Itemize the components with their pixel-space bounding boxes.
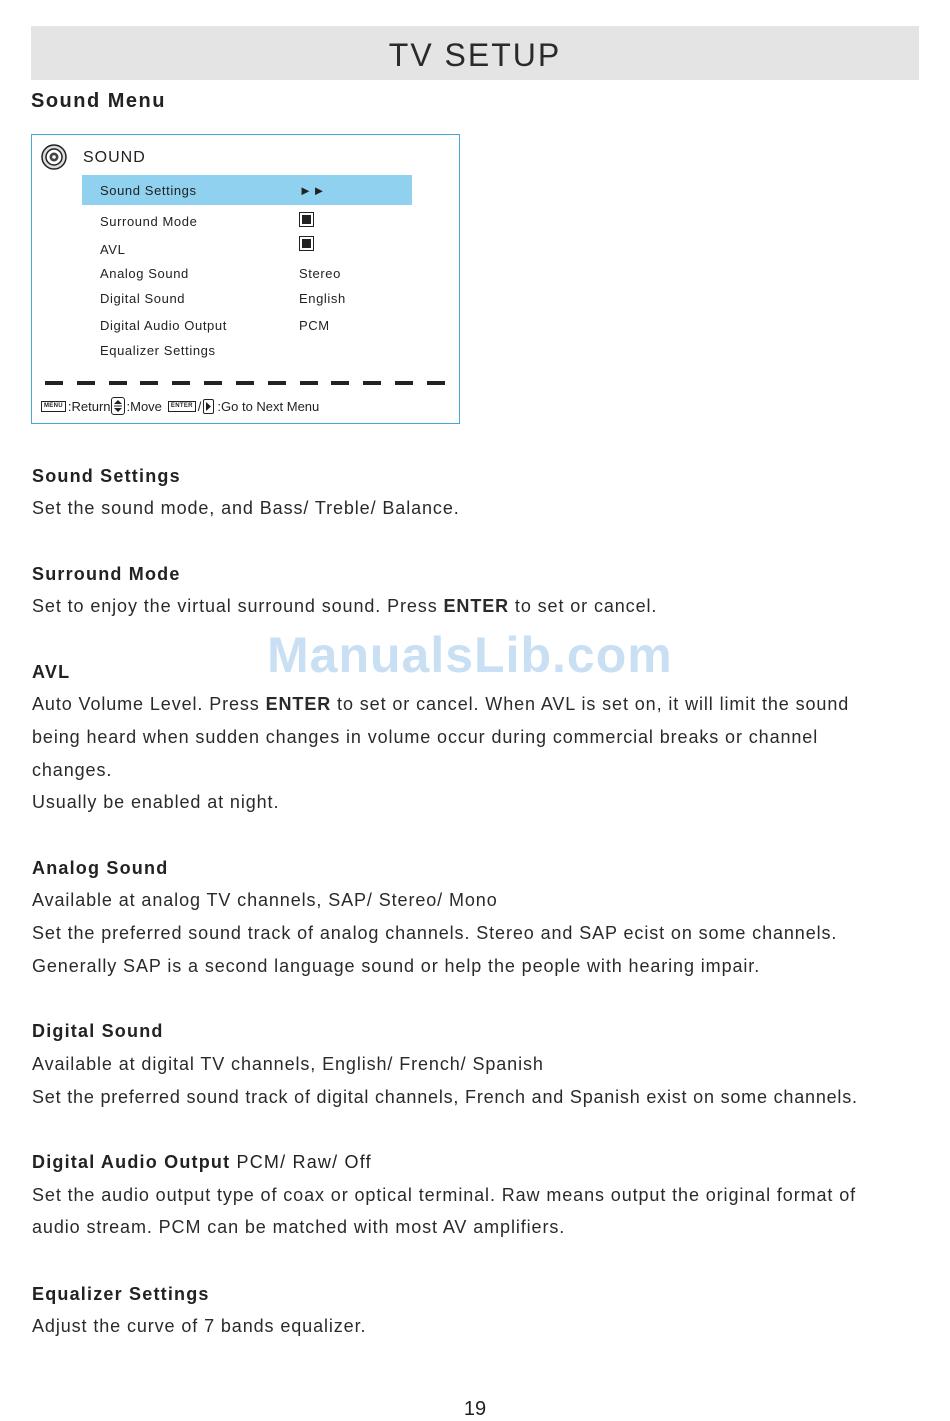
equalizer-settings-text: Adjust the curve of 7 bands equalizer. xyxy=(32,1316,367,1336)
avl-checkbox[interactable] xyxy=(299,236,314,251)
up-down-key-icon xyxy=(111,397,125,415)
heading-digital-audio-output: Digital Audio Output PCM/ Raw/ Off xyxy=(32,1152,372,1172)
menu-item-avl[interactable]: AVL xyxy=(100,242,126,257)
menu-item-equalizer-settings[interactable]: Equalizer Settings xyxy=(100,343,216,358)
watermark: ManualsLib.com xyxy=(267,627,673,683)
enter-key-icon: ENTER xyxy=(168,401,196,412)
return-hint: :Return xyxy=(67,398,111,414)
sound-settings-text: Set the sound mode, and Bass/ Treble/ Balance. xyxy=(32,498,460,518)
analog-sound-text-2: Set the preferred sound track of analog channels. Stereo and SAP ecist on some channels. xyxy=(32,923,838,943)
heading-sound-settings: Sound Settings xyxy=(32,466,181,486)
heading-analog-sound: Analog Sound xyxy=(32,858,169,878)
avl-text-line-4: Usually be enabled at night. xyxy=(32,792,280,812)
analog-sound-text-1: Available at analog TV channels, SAP/ Stereo/ Mono xyxy=(32,890,498,910)
heading-digital-sound: Digital Sound xyxy=(32,1021,164,1041)
surround-mode-checkbox[interactable] xyxy=(299,212,314,227)
heading-equalizer-settings: Equalizer Settings xyxy=(32,1284,210,1304)
speaker-icon xyxy=(41,144,67,170)
osd-help-bar xyxy=(41,397,319,415)
analog-sound-text-3: Generally SAP is a second language sound or help the people with hearing impair. xyxy=(32,956,761,976)
surround-mode-text: Set to enjoy the virtual surround sound. Press ENTER to set or cancel. xyxy=(32,596,658,616)
page-number: 19 xyxy=(463,1398,487,1420)
heading-avl: AVL xyxy=(32,662,71,682)
avl-text-line-1: Auto Volume Level. Press ENTER to set or cancel. When AVL is set on, it will limit the sound xyxy=(32,694,850,714)
menu-key-icon: MENU xyxy=(41,401,66,412)
next-menu-hint: :Go to Next Menu xyxy=(217,398,320,414)
digital-sound-text-2: Set the preferred sound track of digital channels, French and Spanish exist on some channels. xyxy=(32,1087,858,1107)
menu-item-digital-audio-output[interactable]: Digital Audio Output xyxy=(100,318,227,333)
sound-menu-osd xyxy=(31,134,460,424)
slash-separator: / xyxy=(197,398,202,414)
avl-text-line-2: being heard when sudden changes in volume occur during commercial breaks or channel xyxy=(32,727,819,747)
menu-item-surround-mode[interactable]: Surround Mode xyxy=(100,214,198,229)
menu-item-sound-settings[interactable]: Sound Settings xyxy=(100,183,197,198)
digital-audio-output-text-1: Set the audio output type of coax or optical terminal. Raw means output the original format of xyxy=(32,1185,857,1205)
avl-text-line-3: changes. xyxy=(32,760,113,780)
page-title: TV SETUP xyxy=(388,36,562,73)
analog-sound-value: Stereo xyxy=(299,266,341,281)
menu-item-digital-sound[interactable]: Digital Sound xyxy=(100,291,186,306)
menu-item-analog-sound[interactable]: Analog Sound xyxy=(100,266,189,281)
digital-sound-text-1: Available at digital TV channels, English/ French/ Spanish xyxy=(32,1054,544,1074)
move-hint: :Move xyxy=(126,398,162,414)
digital-sound-value: English xyxy=(299,291,346,306)
section-title: Sound Menu xyxy=(31,90,166,112)
osd-title: SOUND xyxy=(83,149,146,166)
osd-divider xyxy=(45,381,445,385)
digital-audio-output-value: PCM xyxy=(299,318,330,333)
right-key-icon xyxy=(203,399,214,414)
heading-surround-mode: Surround Mode xyxy=(32,564,181,584)
digital-audio-output-text-2: audio stream. PCM can be matched with most AV amplifiers. xyxy=(32,1217,566,1237)
header-bar xyxy=(31,26,919,80)
submenu-arrow-icon: ►► xyxy=(299,183,326,198)
